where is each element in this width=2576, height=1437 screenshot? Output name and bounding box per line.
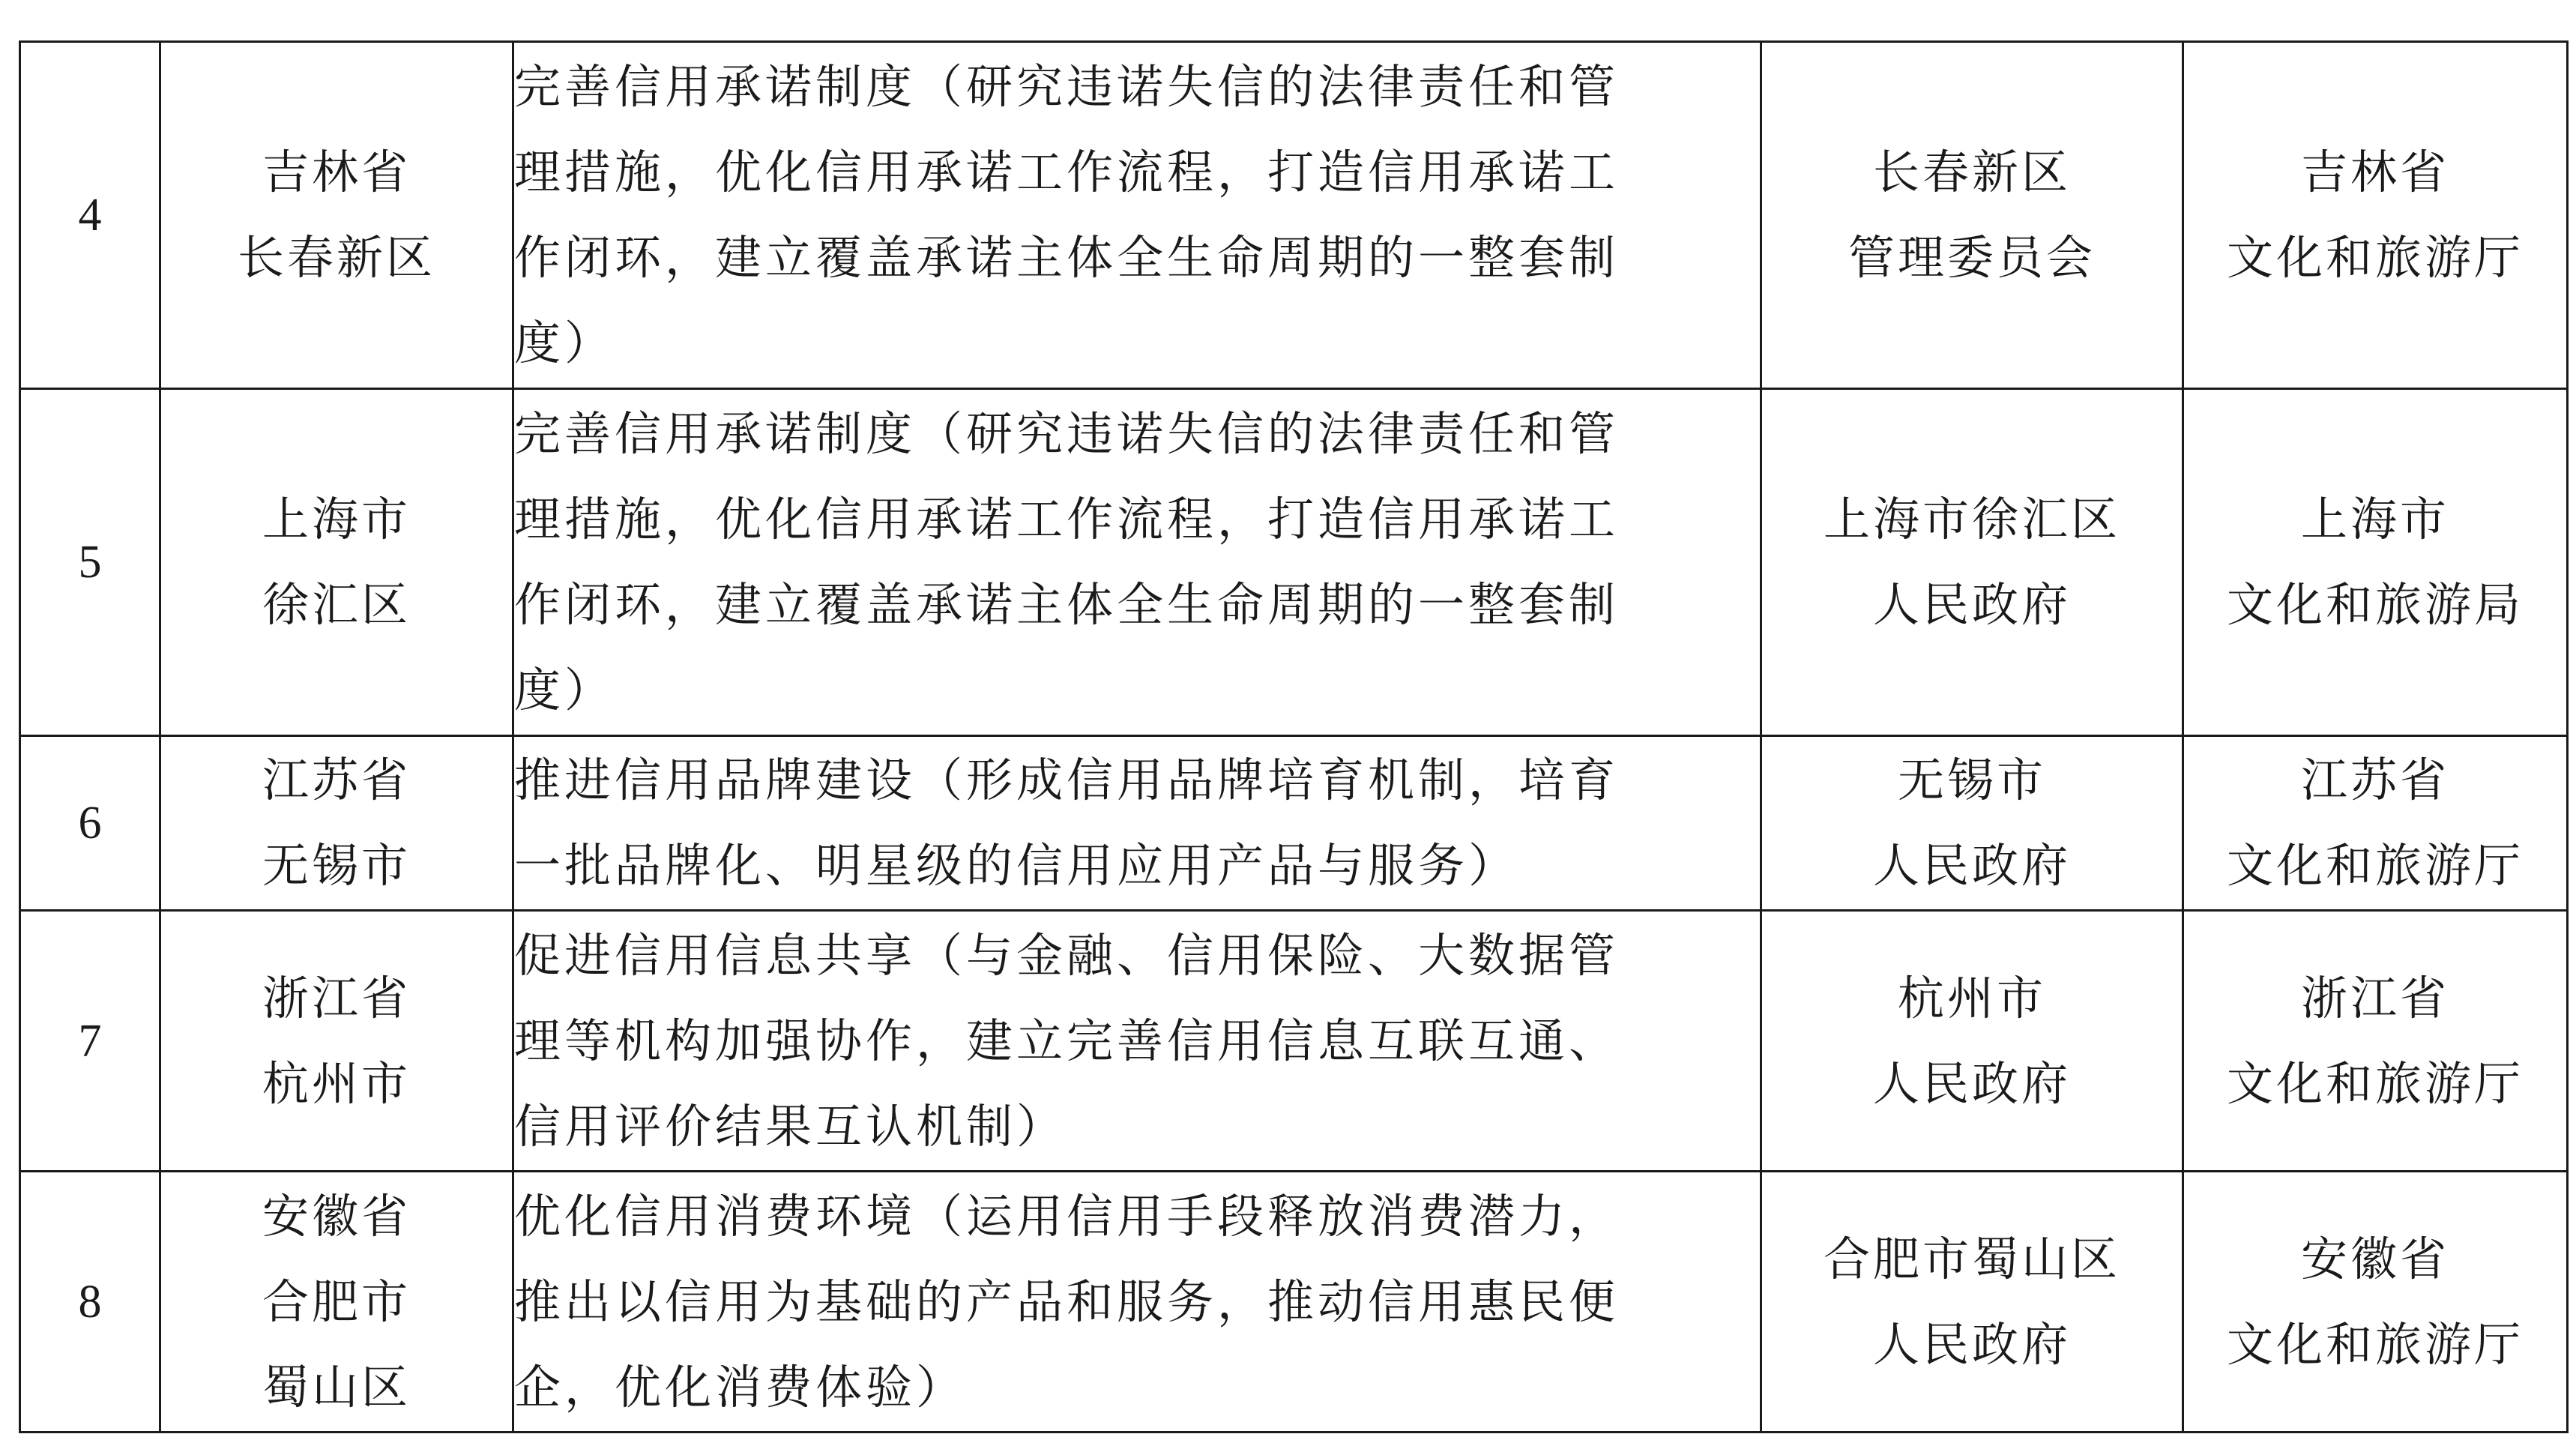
department-line: 文化和旅游厅	[2226, 838, 2524, 893]
department-line: 安徽省	[2300, 1231, 2449, 1286]
content-cell	[513, 1172, 1761, 1433]
department-line: 文化和旅游厅	[2226, 1316, 2524, 1372]
lead-unit-line: 人民政府	[1872, 1316, 2071, 1372]
table-row	[20, 1172, 2568, 1433]
content-line: 度）	[514, 316, 615, 370]
region-cell	[160, 736, 513, 911]
department-cell	[2183, 42, 2568, 389]
content-line: 完善信用承诺制度（研究违诺失信的法律责任和管	[514, 406, 1620, 461]
table-row	[20, 389, 2568, 736]
content-cell	[513, 389, 1761, 736]
content-line: 作闭环，建立覆盖承诺主体全生命周期的一整套制	[514, 230, 1620, 285]
lead-unit-line: 杭州市	[1897, 970, 2046, 1025]
region-cell	[160, 42, 513, 389]
region-line: 安徽省	[262, 1188, 411, 1244]
department-line: 文化和旅游厅	[2226, 230, 2524, 285]
region-line: 浙江省	[262, 970, 411, 1025]
department-line: 文化和旅游局	[2226, 577, 2524, 632]
region-cell	[160, 911, 513, 1172]
table-row	[20, 42, 2568, 389]
content-line: 推进信用品牌建设（形成信用品牌培育机制，培育	[514, 753, 1620, 807]
region-cell	[160, 389, 513, 736]
content-line: 一批品牌化、明星级的信用应用产品与服务）	[514, 838, 1519, 893]
content-line: 企，优化消费体验）	[514, 1359, 967, 1415]
content-line: 度）	[514, 663, 615, 717]
region-line: 吉林省	[262, 145, 411, 199]
region-line: 长春新区	[237, 230, 435, 285]
department-line: 浙江省	[2300, 970, 2449, 1025]
lead-unit-line: 合肥市蜀山区	[1823, 1231, 2120, 1286]
content-cell	[513, 911, 1761, 1172]
content-line: 理等机构加强协作，建立完善信用信息互联互通、	[514, 1013, 1620, 1068]
lead-unit-cell	[1761, 911, 2183, 1172]
lead-unit-line: 人民政府	[1872, 577, 2071, 632]
content-line: 推出以信用为基础的产品和服务，推动信用惠民便	[514, 1274, 1620, 1329]
department-line: 江苏省	[2300, 753, 2449, 807]
region-line: 徐汇区	[262, 577, 411, 632]
region-line: 杭州市	[262, 1055, 411, 1111]
lead-unit-cell	[1761, 42, 2183, 389]
department-line: 吉林省	[2300, 145, 2449, 199]
row-number: 4	[20, 42, 160, 389]
lead-unit-line: 上海市徐汇区	[1823, 492, 2120, 546]
department-line: 文化和旅游厅	[2226, 1055, 2524, 1111]
content-line: 信用评价结果互认机制）	[514, 1098, 1067, 1154]
lead-unit-cell	[1761, 736, 2183, 911]
content-line: 完善信用承诺制度（研究违诺失信的法律责任和管	[514, 59, 1620, 114]
content-line: 理措施，优化信用承诺工作流程，打造信用承诺工	[514, 145, 1620, 199]
content-cell	[513, 42, 1761, 389]
lead-unit-line: 无锡市	[1897, 753, 2046, 807]
lead-unit-cell	[1761, 389, 2183, 736]
region-cell	[160, 1172, 513, 1433]
lead-unit-line: 管理委员会	[1847, 230, 2096, 285]
lead-unit-line: 人民政府	[1872, 1055, 2071, 1111]
table-row	[20, 911, 2568, 1172]
row-number: 7	[20, 911, 160, 1172]
department-cell	[2183, 389, 2568, 736]
lead-unit-line: 人民政府	[1872, 838, 2071, 893]
content-line: 优化信用消费环境（运用信用手段释放消费潜力，	[514, 1188, 1620, 1244]
content-line: 作闭环，建立覆盖承诺主体全生命周期的一整套制	[514, 577, 1620, 632]
row-number: 8	[20, 1172, 160, 1433]
lead-unit-cell	[1761, 1172, 2183, 1433]
lead-unit-line: 长春新区	[1872, 145, 2071, 199]
department-line: 上海市	[2300, 492, 2449, 546]
department-cell	[2183, 736, 2568, 911]
region-line: 合肥市	[262, 1274, 411, 1329]
row-number: 6	[20, 736, 160, 911]
region-line: 上海市	[262, 492, 411, 546]
table-row	[20, 736, 2568, 911]
row-number: 5	[20, 389, 160, 736]
region-line: 江苏省	[262, 753, 411, 807]
content-cell	[513, 736, 1761, 911]
region-line: 蜀山区	[262, 1359, 411, 1415]
department-cell	[2183, 911, 2568, 1172]
department-cell	[2183, 1172, 2568, 1433]
region-line: 无锡市	[262, 838, 411, 893]
pilot-projects-table	[19, 40, 2569, 1433]
content-line: 促进信用信息共享（与金融、信用保险、大数据管	[514, 927, 1620, 983]
content-line: 理措施，优化信用承诺工作流程，打造信用承诺工	[514, 492, 1620, 546]
